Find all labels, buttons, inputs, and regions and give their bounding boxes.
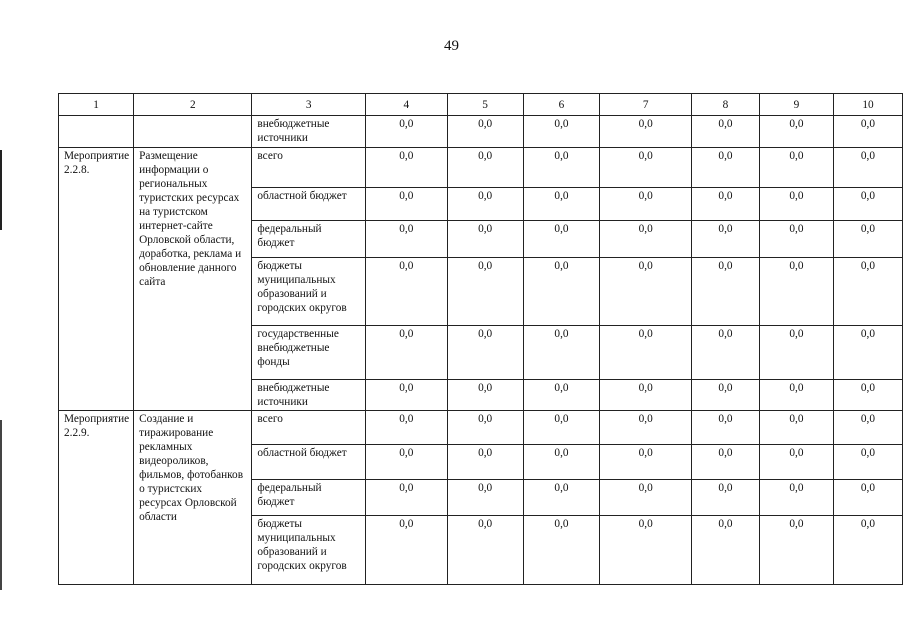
value-cell: 0,0 (691, 445, 759, 480)
financing-table (58, 93, 903, 585)
value-cell: 0,0 (523, 380, 600, 411)
value-cell: 0,0 (523, 188, 600, 221)
value-cell: 0,0 (447, 516, 523, 585)
value-cell: 0,0 (523, 326, 600, 380)
value-cell: 0,0 (523, 445, 600, 480)
value-cell: 0,0 (523, 116, 600, 148)
value-cell: 0,0 (365, 326, 447, 380)
source-cell: федеральный бюджет (252, 480, 366, 516)
header-cell: 6 (523, 94, 600, 116)
value-cell: 0,0 (600, 480, 692, 516)
value-cell: 0,0 (833, 516, 902, 585)
value-cell: 0,0 (600, 516, 692, 585)
header-cell: 2 (134, 94, 252, 116)
header-cell: 3 (252, 94, 366, 116)
value-cell: 0,0 (760, 116, 834, 148)
header-cell: 8 (691, 94, 759, 116)
event-code-cell: Мероприятие 2.2.9. (59, 411, 134, 585)
value-cell: 0,0 (600, 380, 692, 411)
scan-edge-mark (0, 150, 2, 230)
value-cell: 0,0 (447, 148, 523, 188)
source-cell: всего (252, 411, 366, 445)
value-cell: 0,0 (760, 188, 834, 221)
value-cell: 0,0 (833, 258, 902, 326)
value-cell: 0,0 (447, 116, 523, 148)
value-cell: 0,0 (447, 411, 523, 445)
event-code-cell: Мероприятие 2.2.8. (59, 148, 134, 411)
value-cell: 0,0 (691, 380, 759, 411)
value-cell: 0,0 (833, 411, 902, 445)
value-cell: 0,0 (760, 445, 834, 480)
value-cell: 0,0 (600, 188, 692, 221)
value-cell: 0,0 (600, 258, 692, 326)
event-name-cell: Создание и тиражирование рекламных видеороликов, фильмов, фотобанков о туристских ресурсах Орловской области (134, 411, 252, 585)
value-cell: 0,0 (833, 326, 902, 380)
source-cell: областной бюджет (252, 188, 366, 221)
source-cell: бюджеты муниципальных образований и городских округов (252, 258, 366, 326)
value-cell: 0,0 (600, 148, 692, 188)
value-cell: 0,0 (600, 326, 692, 380)
source-cell: бюджеты муниципальных образований и городских округов (252, 516, 366, 585)
event-code-cell (59, 116, 134, 148)
value-cell: 0,0 (523, 148, 600, 188)
value-cell: 0,0 (760, 258, 834, 326)
header-cell: 7 (600, 94, 692, 116)
table-row (59, 116, 903, 148)
source-cell: федеральный бюджет (252, 221, 366, 258)
source-cell: областной бюджет (252, 445, 366, 480)
value-cell: 0,0 (691, 221, 759, 258)
value-cell: 0,0 (760, 221, 834, 258)
value-cell: 0,0 (365, 221, 447, 258)
value-cell: 0,0 (365, 380, 447, 411)
header-cell: 9 (760, 94, 834, 116)
value-cell: 0,0 (365, 258, 447, 326)
value-cell: 0,0 (365, 480, 447, 516)
value-cell: 0,0 (447, 326, 523, 380)
value-cell: 0,0 (833, 480, 902, 516)
value-cell: 0,0 (833, 188, 902, 221)
value-cell: 0,0 (760, 411, 834, 445)
value-cell: 0,0 (447, 188, 523, 221)
value-cell: 0,0 (691, 188, 759, 221)
page-number: 49 (444, 38, 459, 54)
table-row (59, 411, 903, 445)
header-cell: 5 (447, 94, 523, 116)
value-cell: 0,0 (523, 480, 600, 516)
table-body (59, 94, 903, 585)
value-cell: 0,0 (523, 258, 600, 326)
value-cell: 0,0 (833, 221, 902, 258)
value-cell: 0,0 (760, 148, 834, 188)
value-cell: 0,0 (523, 411, 600, 445)
source-cell: внебюджетные источники (252, 380, 366, 411)
value-cell: 0,0 (691, 411, 759, 445)
value-cell: 0,0 (691, 258, 759, 326)
value-cell: 0,0 (523, 516, 600, 585)
value-cell: 0,0 (833, 445, 902, 480)
value-cell: 0,0 (447, 445, 523, 480)
value-cell: 0,0 (365, 445, 447, 480)
value-cell: 0,0 (365, 516, 447, 585)
value-cell: 0,0 (691, 326, 759, 380)
value-cell: 0,0 (447, 221, 523, 258)
header-cell: 1 (59, 94, 134, 116)
value-cell: 0,0 (447, 480, 523, 516)
source-cell: внебюджетные источники (252, 116, 366, 148)
scan-edge-mark (0, 420, 2, 590)
value-cell: 0,0 (365, 148, 447, 188)
value-cell: 0,0 (447, 380, 523, 411)
value-cell: 0,0 (691, 148, 759, 188)
value-cell: 0,0 (365, 116, 447, 148)
value-cell: 0,0 (691, 480, 759, 516)
value-cell: 0,0 (365, 411, 447, 445)
event-name-cell (134, 116, 252, 148)
value-cell: 0,0 (833, 116, 902, 148)
value-cell: 0,0 (760, 326, 834, 380)
header-cell: 4 (365, 94, 447, 116)
value-cell: 0,0 (600, 411, 692, 445)
event-name-cell: Размещение информации о региональных туристских ресурсах на туристском интернет-сайте Орловской области, доработка, реклама и обновление данного сайта (134, 148, 252, 411)
value-cell: 0,0 (833, 148, 902, 188)
source-cell: всего (252, 148, 366, 188)
value-cell: 0,0 (600, 221, 692, 258)
value-cell: 0,0 (365, 188, 447, 221)
table-row (59, 148, 903, 188)
value-cell: 0,0 (447, 258, 523, 326)
value-cell: 0,0 (760, 516, 834, 585)
value-cell: 0,0 (691, 116, 759, 148)
value-cell: 0,0 (760, 380, 834, 411)
value-cell: 0,0 (760, 480, 834, 516)
value-cell: 0,0 (600, 445, 692, 480)
value-cell: 0,0 (691, 516, 759, 585)
header-row (59, 94, 903, 116)
value-cell: 0,0 (833, 380, 902, 411)
source-cell: государственные внебюджетные фонды (252, 326, 366, 380)
value-cell: 0,0 (600, 116, 692, 148)
header-cell: 10 (833, 94, 902, 116)
value-cell: 0,0 (523, 221, 600, 258)
